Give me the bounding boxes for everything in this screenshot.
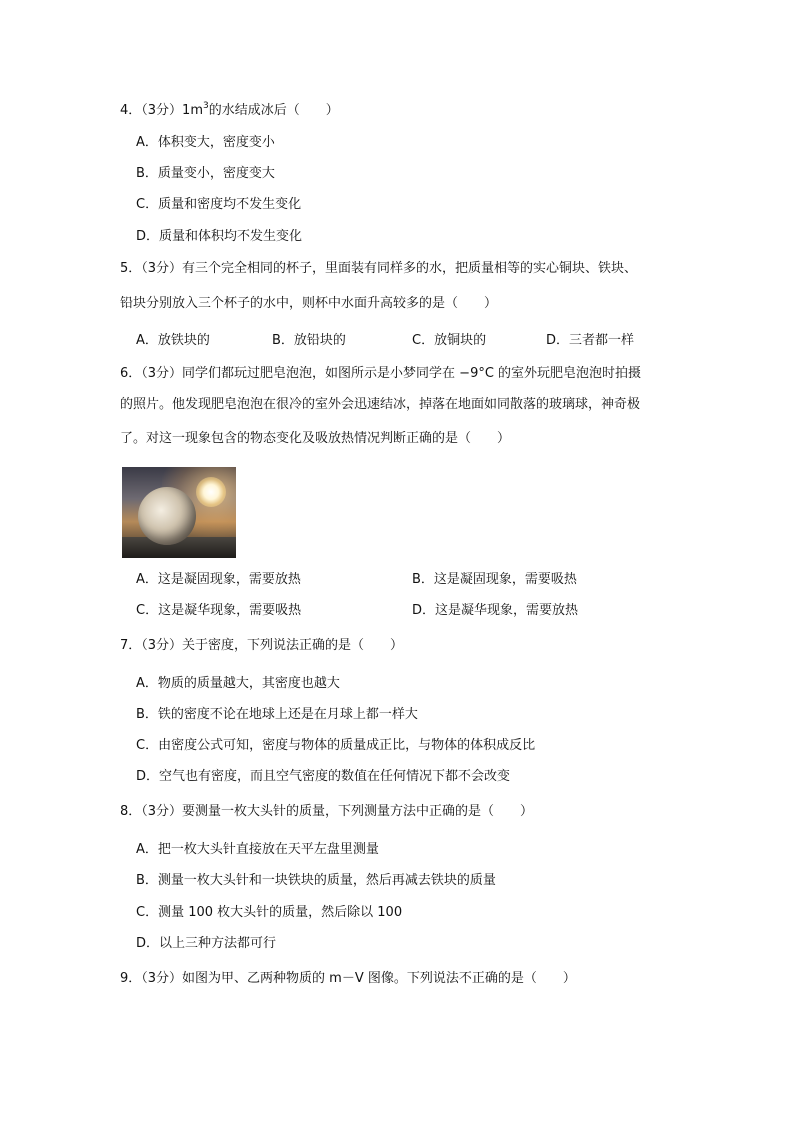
question-4-stem-superscript: 3 [202,101,209,111]
question-5-option-a: A．放铁块的 [136,333,210,348]
question-4-option-a: A．体积变大，密度变小 [136,135,275,150]
question-7-option-a: A．物质的质量越大，其密度也越大 [136,676,340,691]
question-5-stem-line-1: 5．（3分）有三个完全相同的杯子，里面装有同样多的水，把质量相等的实心铜块、铁块、 [120,261,638,276]
question-4-option-b: B．质量变小，密度变大 [136,166,275,181]
question-6-stem-line-1: 6．（3分）同学们都玩过肥皂泡泡，如图所示是小梦同学在 −9°C 的室外玩肥皂泡泡时拍摄 [120,366,642,381]
question-6-stem-line-2: 的照片。他发现肥皂泡泡在很冷的室外会迅速结冰，掉落在地面如同散落的玻璃球，神奇极 [120,397,641,412]
question-7-stem: 7．（3分）关于密度，下列说法正确的是（ ） [120,638,404,653]
question-7-option-d: D．空气也有密度，而且空气密度的数值在任何情况下都不会改变 [136,769,511,784]
question-8-option-a: A．把一枚大头针直接放在天平左盘里测量 [136,842,379,857]
question-4-stem-before: 4．（3分）1m [120,103,203,118]
question-6-option-a: A．这是凝固现象，需要放热 [136,572,301,587]
question-4-option-d: D．质量和体积均不发生变化 [136,229,303,244]
question-8-option-c: C．测量 100 枚大头针的质量，然后除以 100 [136,905,403,920]
question-6-option-b: B．这是凝固现象，需要吸热 [412,572,577,587]
question-9-stem: 9．（3分）如图为甲、乙两种物质的 m－V 图像。下列说法不正确的是（ ） [120,971,576,986]
question-5-stem-line-2: 铅块分别放入三个杯子的水中，则杯中水面升高较多的是（ ） [120,296,498,311]
question-5-option-c: C．放铜块的 [412,333,487,348]
question-8-stem: 8．（3分）要测量一枚大头针的质量，下列测量方法中正确的是（ ） [120,804,534,819]
question-4-option-c: C．质量和密度均不发生变化 [136,197,302,212]
sun [196,477,226,507]
question-7-option-c: C．由密度公式可知，密度与物体的质量成正比，与物体的体积成反比 [136,738,536,753]
question-6-option-d: D．这是凝华现象，需要放热 [412,603,579,618]
question-8-option-b: B．测量一枚大头针和一块铁块的质量，然后再减去铁块的质量 [136,873,496,888]
question-6-option-c: C．这是凝华现象，需要吸热 [136,603,302,618]
question-4-stem-after: 的水结成冰后（ ） [208,103,339,118]
question-5-option-b: B．放铅块的 [272,333,346,348]
question-7-option-b: B．铁的密度不论在地球上还是在月球上都一样大 [136,707,418,722]
question-4-stem [120,102,339,120]
question-6-stem-line-3: 了。对这一现象包含的物态变化及吸放热情况判断正确的是（ ） [120,431,511,446]
question-5-option-d: D．三者都一样 [546,333,635,348]
question-8-option-d: D．以上三种方法都可行 [136,936,277,951]
frozen-soap-bubble [138,487,196,545]
frozen-bubble-photo [122,467,236,558]
